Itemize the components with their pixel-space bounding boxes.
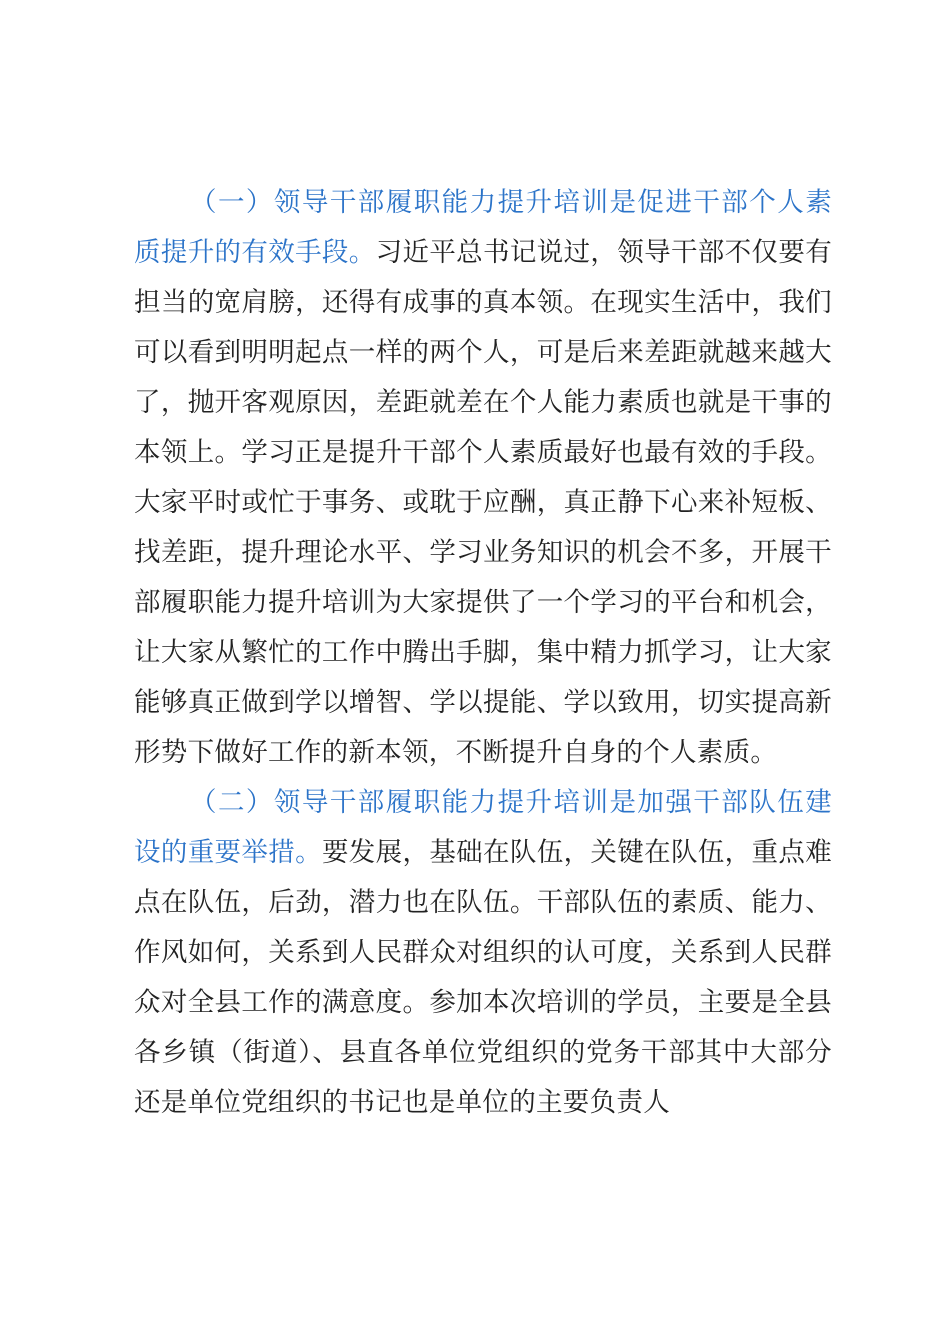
paragraph-2 bbox=[134, 778, 832, 1128]
paragraph-1-heading: （一）领导干部履职能力提升培训是促进干部个人素质提升的有效手段。 bbox=[134, 187, 832, 268]
paragraph-1 bbox=[134, 178, 832, 778]
paragraph-2-heading: （二）领导干部履职能力提升培训是加强干部队伍建设的重要举措。 bbox=[134, 787, 832, 868]
document-body bbox=[134, 178, 832, 1128]
paragraph-1-body: 习近平总书记说过，领导干部不仅要有担当的宽肩膀，还得有成事的真本领。在现实生活中，我们可以看到明明起点一样的两个人，可是后来差距就越来越大了，抛开客观原因，差距就差在个人能力素质也就是干事的本领上。学习正是提升干部个人素质最好也最有效的手段。大家平时或忙于事务、或耽于应酬，真正静下心来补短板、找差距，提升理论水平、学习业务知识的机会不多，开展干部履职能力提升培训为大家提供了一个学习的平台和机会，让大家从繁忙的工作中腾出手脚，集中精力抓学习，让大家能够真正做到学以增智、学以提能、学以致用，切实提高新形势下做好工作的新本领，不断提升自身的个人素质。 bbox=[134, 237, 833, 768]
paragraph-2-body: 要发展，基础在队伍，关键在队伍，重点难点在队伍，后劲，潜力也在队伍。干部队伍的素质、能力、作风如何，关系到人民群众对组织的认可度，关系到人民群众对全县工作的满意度。参加本次培训的学员，主要是全县各乡镇（街道）、县直各单位党组织的党务干部其中大部分还是单位党组织的书记也是单位的主要负责人 bbox=[134, 837, 832, 1118]
